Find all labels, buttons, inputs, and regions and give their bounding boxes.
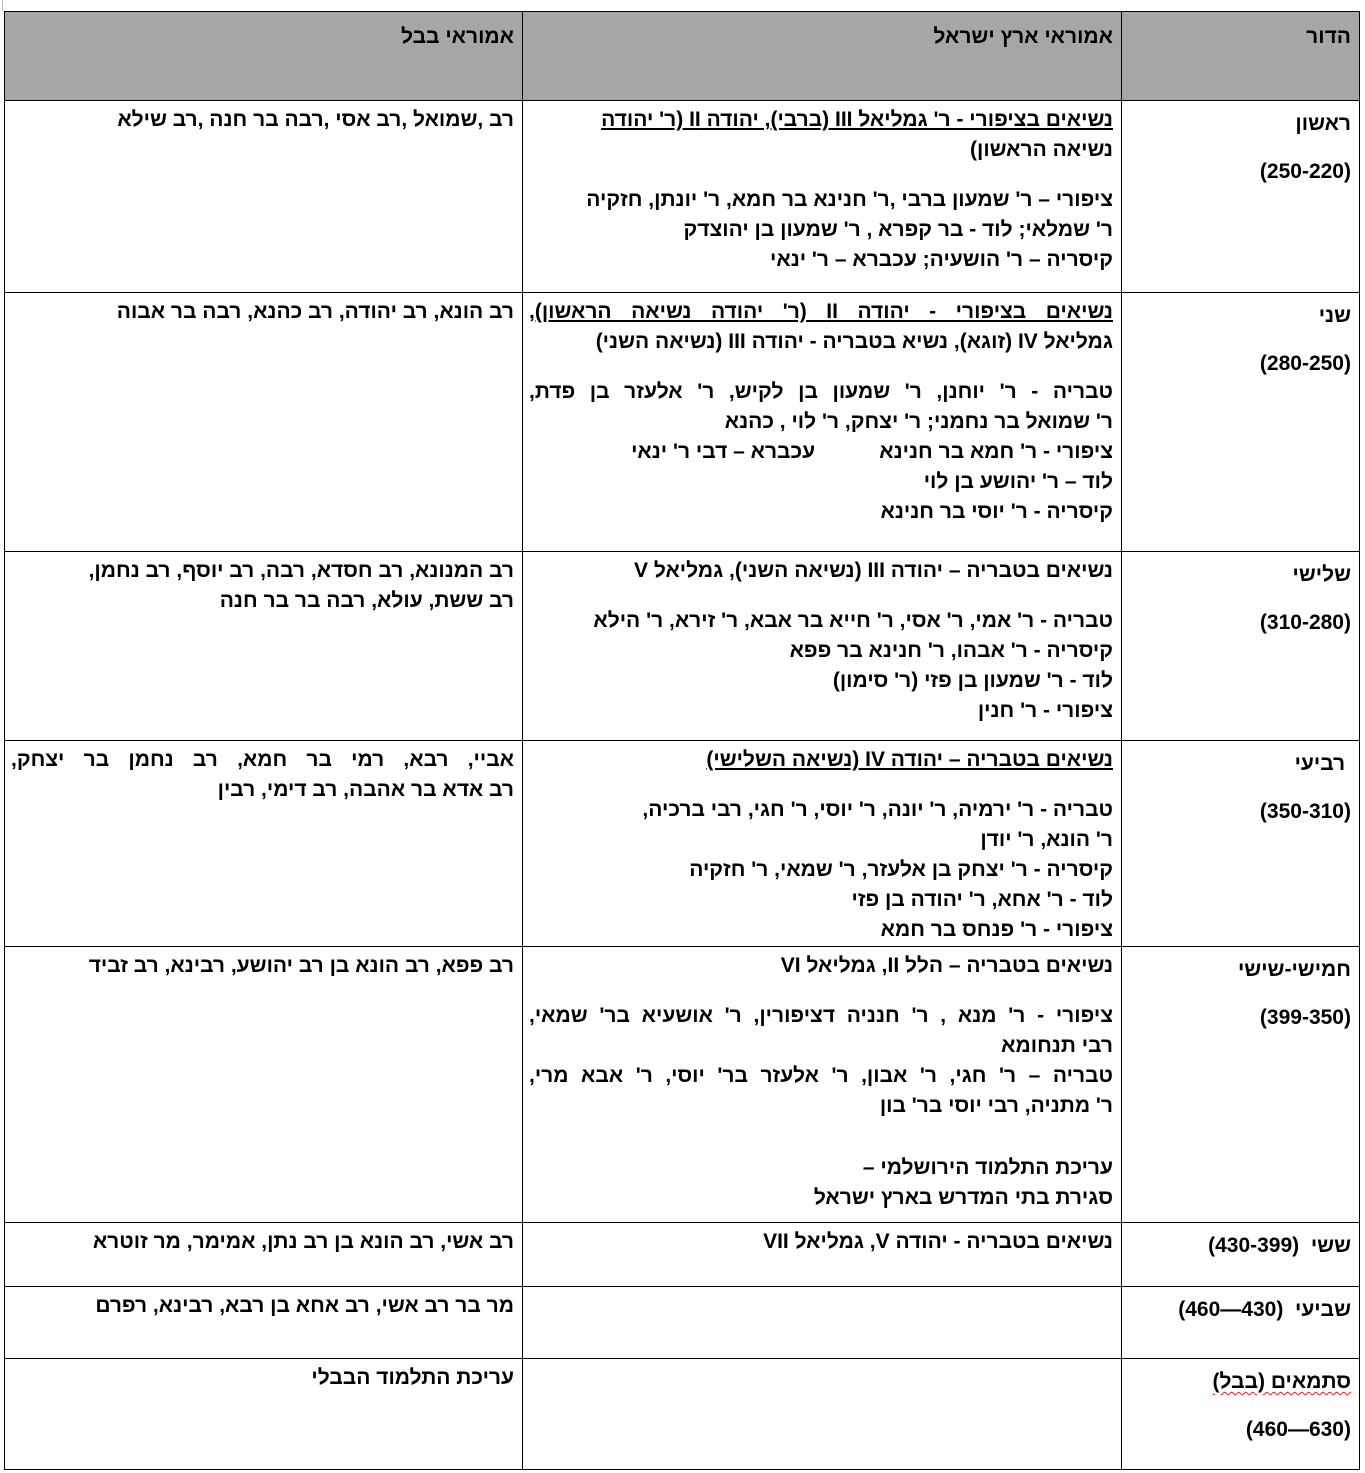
generation-name: ששי (430-399) xyxy=(1208,1234,1351,1257)
eretz-line: ציפורי - ר' חמא בר חנינא עכברא – דבי ר' ינאי xyxy=(631,440,1113,463)
table-row-gen-4 xyxy=(5,741,1360,947)
eretz-line: נשיאים בטבריה – הלל II, גמליאל VI xyxy=(780,954,1113,977)
generation-years: (399-350) xyxy=(1259,1006,1351,1029)
eretz-cell xyxy=(523,552,1122,741)
eretz-line: גמליאל IV (זוגא), נשיא בטבריה - יהודה III (נשיאה השני) xyxy=(595,330,1113,353)
eretz-line: טבריה - ר' יוחנן, ר' שמעון בן לקיש, ר' אלעזר בן פדת, xyxy=(529,380,1113,403)
eretz-line: ציפורי – ר' שמעון ברבי ,ר' חנינא בר חמא, ר' יונתן, חזקיה xyxy=(586,188,1113,211)
generation-years: (350-310) xyxy=(1259,800,1351,823)
generation-cell xyxy=(1122,1287,1360,1359)
header-row xyxy=(5,12,1360,101)
eretz-line: ר' מתניה, רבי יוסי בר' בון xyxy=(879,1094,1113,1117)
eretz-line: נשיאים בטבריה - יהודה V, גמליאל VII xyxy=(763,1230,1113,1253)
eretz-line: קיסריה - ר' אבהו, ר' חנינא בר פפא xyxy=(789,639,1113,662)
bavel-line: רב אשי, רב הונא בן רב נתן, אמימר, מר זוטרא xyxy=(92,1230,514,1253)
eretz-cell xyxy=(523,1223,1122,1287)
eretz-line: נשיאים בטבריה – יהודה III (נשיאה השני), גמליאל V xyxy=(634,559,1113,582)
eretz-line: ר' שמלאי; לוד - בר קפרא , ר' שמעון בן יהוצדק xyxy=(683,218,1113,241)
bavel-cell xyxy=(5,1223,523,1287)
amoraim-table xyxy=(4,11,1360,1470)
eretz-line: קיסריה – ר' הושעיה; עכברא – ר' ינאי xyxy=(770,248,1113,271)
eretz-line: נשיאים בטבריה – יהודה IV (נשיאה השלישי) xyxy=(706,748,1113,771)
generation-name: שביעי (430—460) xyxy=(1178,1298,1351,1321)
eretz-line: טבריה - ר' אמי, ר' אסי, ר' חייא בר אבא, ר' זירא, ר' הילא xyxy=(593,609,1113,632)
generation-name: רביעי xyxy=(1294,752,1351,775)
eretz-line: נשיאים בציפורי - ר' גמליאל III (ברבי), יהודה II (ר' יהודה xyxy=(601,108,1113,131)
bavel-cell xyxy=(5,293,523,552)
eretz-line: לוד - ר' שמעון בן פזי (ר' סימון) xyxy=(832,669,1113,692)
generation-cell xyxy=(1122,1359,1360,1470)
table-row-gen-7 xyxy=(5,1287,1360,1359)
table-row-gen-6 xyxy=(5,1223,1360,1287)
eretz-line: רבי תנחומא xyxy=(1001,1034,1113,1057)
table-row-gen-3 xyxy=(5,552,1360,741)
bavel-cell xyxy=(5,1287,523,1359)
eretz-line: ציפורי - ר' חנין xyxy=(977,699,1113,722)
bavel-line: רב הונא, רב יהודה, רב כהנא, רבה בר אבוה xyxy=(116,300,514,323)
eretz-cell xyxy=(523,1287,1122,1359)
header-bavel: אמוראי בבל xyxy=(5,12,523,101)
bavel-line: רב אדא בר אהבה, רב דימי, רבין xyxy=(217,778,514,801)
generation-cell xyxy=(1122,1223,1360,1287)
eretz-cell xyxy=(523,947,1122,1223)
eretz-line: ציפורי - ר' פנחס בר חמא xyxy=(880,918,1113,941)
table-row-gen-1 xyxy=(5,101,1360,293)
eretz-line: קיסריה - ר' יצחק בן אלעזר, ר' שמאי, ר' חזקיה xyxy=(689,858,1113,881)
bavel-line: רב המנונא, רב חסדא, רבה, רב יוסף, רב נחמן, xyxy=(88,559,514,582)
bavel-line: אביי, רבא, רמי בר חמא, רב נחמן בר יצחק, xyxy=(11,748,514,771)
generation-name: חמישי-שישי xyxy=(1237,958,1351,981)
eretz-line: קיסריה - ר' יוסי בר חנינא xyxy=(880,500,1113,523)
generation-name: ראשון xyxy=(1295,112,1351,135)
eretz-line: לוד – ר' יהושע בן לוי xyxy=(923,470,1113,493)
eretz-line: נשיאים בציפורי - יהודה II (ר' יהודה נשיאה הראשון), xyxy=(529,300,1113,323)
bavel-cell xyxy=(5,101,523,293)
generation-years: (280-250) xyxy=(1259,352,1351,375)
header-eretz-israel: אמוראי ארץ ישראל xyxy=(523,12,1122,101)
generation-cell xyxy=(1122,947,1360,1223)
eretz-line: נשיאה הראשון) xyxy=(969,138,1113,161)
page-corner-mark xyxy=(2,0,3,11)
eretz-line: לוד - ר' אחא, ר' יהודה בן פזי xyxy=(851,888,1113,911)
generation-cell xyxy=(1122,741,1360,947)
generation-years: (630—460) xyxy=(1245,1418,1351,1441)
eretz-line: סגירת בתי המדרש בארץ ישראל xyxy=(813,1186,1113,1209)
generation-name: שני xyxy=(1318,304,1351,327)
generation-name: סתמאים (בבל) xyxy=(1212,1370,1351,1393)
generation-years: (310-280) xyxy=(1259,611,1351,634)
eretz-line: טבריה – ר' חגי, ר' אבון, ר' אלעזר בר' יוסי, ר' אבא מרי, xyxy=(529,1064,1113,1087)
generation-years: (250-220) xyxy=(1259,160,1351,183)
bavel-cell xyxy=(5,552,523,741)
bavel-line: עריכת התלמוד הבבלי xyxy=(311,1366,514,1389)
eretz-cell xyxy=(523,101,1122,293)
table-row-stammaim xyxy=(5,1359,1360,1470)
header-generation: הדור xyxy=(1122,12,1360,101)
bavel-line: מר בר רב אשי, רב אחא בן רבא, רבינא, רפרם xyxy=(95,1294,514,1317)
bavel-cell xyxy=(5,947,523,1223)
generation-cell xyxy=(1122,293,1360,552)
table-row-gen-5-6 xyxy=(5,947,1360,1223)
eretz-line: ר' שמואל בר נחמני; ר' יצחק, ר' לוי , כהנא xyxy=(724,410,1113,433)
eretz-cell xyxy=(523,293,1122,552)
eretz-cell xyxy=(523,741,1122,947)
bavel-line: רב ששת, עולא, רבה בר בר חנה xyxy=(219,589,514,612)
generation-cell xyxy=(1122,552,1360,741)
generation-name: שלישי xyxy=(1292,563,1351,586)
eretz-line: טבריה - ר' ירמיה, ר' יונה, ר' יוסי, ר' חגי, רבי ברכיה, xyxy=(642,798,1113,821)
bavel-cell xyxy=(5,741,523,947)
eretz-cell xyxy=(523,1359,1122,1470)
bavel-cell xyxy=(5,1359,523,1470)
bavel-line: רב פפא, רב הונא בן רב יהושע, רבינא, רב זביד xyxy=(88,954,514,977)
eretz-line: עריכת התלמוד הירושלמי – xyxy=(862,1156,1113,1179)
bavel-line: רב ,שמואל ,רב אסי ,רבה בר חנה ,רב שילא xyxy=(117,108,514,131)
eretz-line: ר' הונא, ר' יודן xyxy=(980,828,1113,851)
eretz-line: ציפורי - ר' מנא , ר' חנניה דציפורין, ר' אושעיא בר' שמאי, xyxy=(529,1004,1113,1027)
generation-cell xyxy=(1122,101,1360,293)
table-row-gen-2 xyxy=(5,293,1360,552)
